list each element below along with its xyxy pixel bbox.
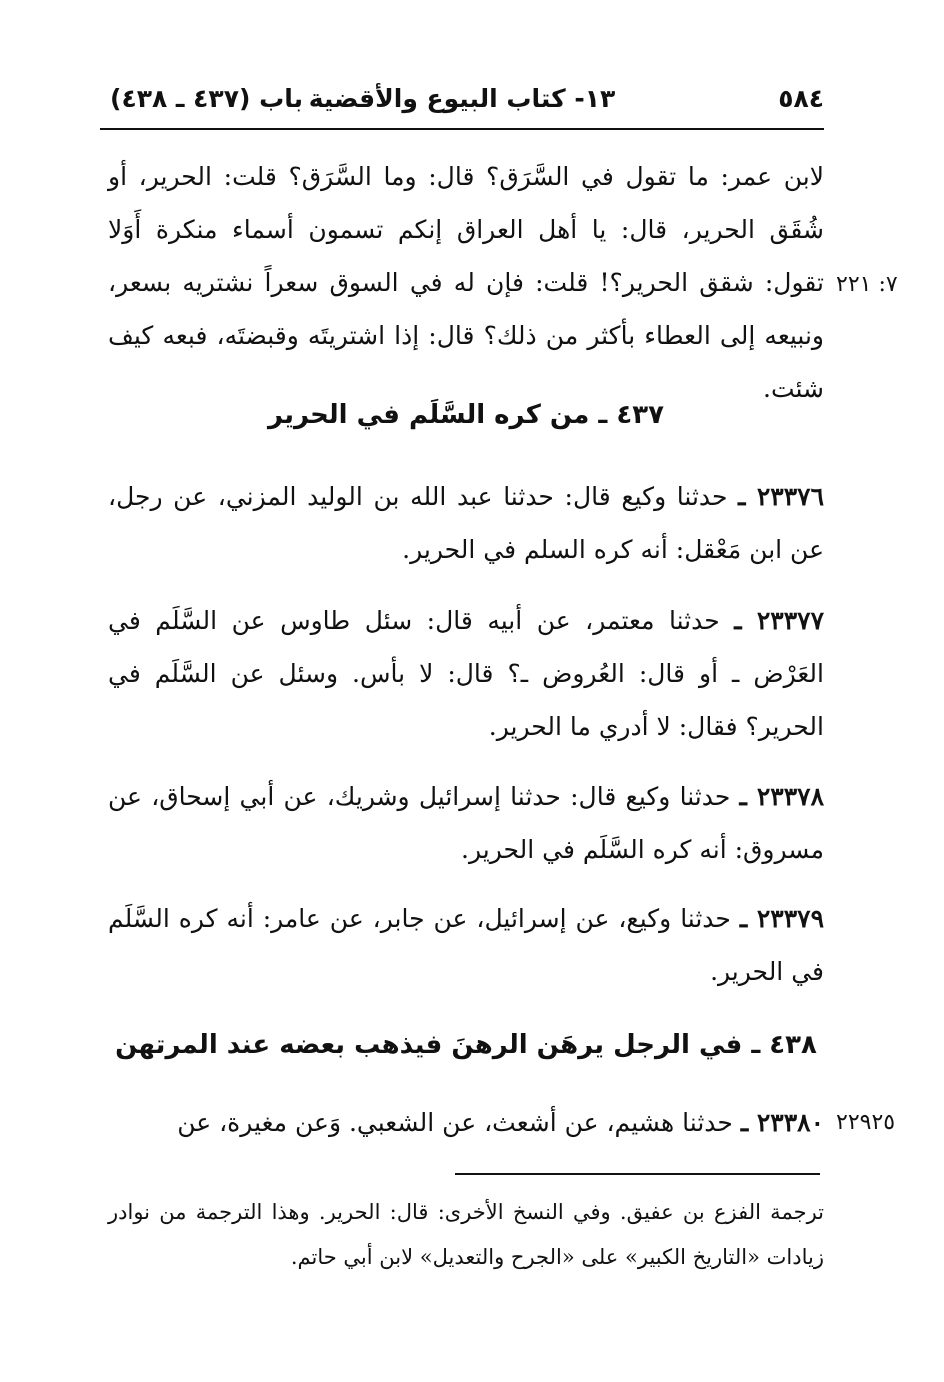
hadith-paragraph xyxy=(108,1096,824,1149)
hadith-paragraph xyxy=(108,594,824,753)
footnote-divider xyxy=(455,1173,820,1175)
footnote: ترجمة الفزع بن عفيق. وفي النسخ الأخرى: قال: الحرير. وهذا الترجمة من نوادر زيادات «التاريخ الكبير» على «الجرح والتعديل» لابن أبي حاتم. xyxy=(108,1200,824,1269)
hadith-paragraph xyxy=(108,770,824,876)
page-header xyxy=(100,78,824,122)
hadith-text: حدثنا وكيع، عن إسرائيل، عن جابر، عن عامر: أنه كره السَّلَم في الحرير. xyxy=(108,904,824,986)
header-divider xyxy=(100,128,824,130)
section-heading: ٤٣٨ ـ في الرجل يرهَن الرهنَ فيذهب بعضه عند المرتهن xyxy=(115,1030,817,1060)
hadith-text: حدثنا هشيم، عن أشعث، عن الشعبي. وَعن مغيرة، عن xyxy=(177,1108,733,1137)
margin-reference: ٢٢٩٢٥ xyxy=(836,1110,896,1135)
hadith-number: ٢٣٣٧٦ ـ xyxy=(738,482,824,511)
hadith-number: ٢٣٣٧٨ ـ xyxy=(739,782,824,811)
hadith-paragraph xyxy=(108,892,824,998)
hadith-paragraph xyxy=(108,470,824,576)
hadith-number: ٢٣٣٧٧ ـ xyxy=(734,606,824,635)
hadith-number: ٢٣٣٨٠ ـ xyxy=(740,1108,824,1137)
hadith-text: حدثنا وكيع قال: حدثنا عبد الله بن الوليد المزني، عن رجل، عن ابن مَعْقل: أنه كره السلم في الحرير. xyxy=(108,482,824,564)
intro-paragraph: لابن عمر: ما تقول في السَّرَق؟ قال: وما السَّرَق؟ قلت: الحرير، أو شُقَق الحرير، قال: يا أهل العراق إنكم تسمون أسماء منكرة أَوَلا تقول: شقق الحرير؟! قلت: فإن له في السوق سعراً نشتريه بسعر، ونبيعه إلى العطاء بأكثر من ذلك؟ قال: إذا اشتريتَه وقبضتَه، فبعه كيف شئت. xyxy=(108,162,824,403)
section-heading: ٤٣٧ ـ من كره السَّلَم في الحرير xyxy=(268,400,664,430)
hadith-text: حدثنا وكيع قال: حدثنا إسرائيل وشريك، عن أبي إسحاق، عن مسروق: أنه كره السَّلَم في الحرير. xyxy=(108,782,824,864)
margin-reference: ٧: ٢٢١ xyxy=(836,272,898,297)
page-number: ٥٨٤ xyxy=(778,84,824,113)
hadith-number: ٢٣٣٧٩ ـ xyxy=(739,904,825,933)
chapter-range: باب (٤٣٧ ـ ٤٣٨) xyxy=(110,84,303,113)
hadith-text: حدثنا معتمر، عن أبيه قال: سئل طاوس عن السَّلَم في العَرْض ـ أو قال: العُروض ـ؟ قال: لا بأس. وسئل عن السَّلَم في الحرير؟ فقال: لا أدري ما الحرير. xyxy=(108,606,824,741)
book-title: ١٣- كتاب البيوع والأقضية xyxy=(308,84,616,113)
